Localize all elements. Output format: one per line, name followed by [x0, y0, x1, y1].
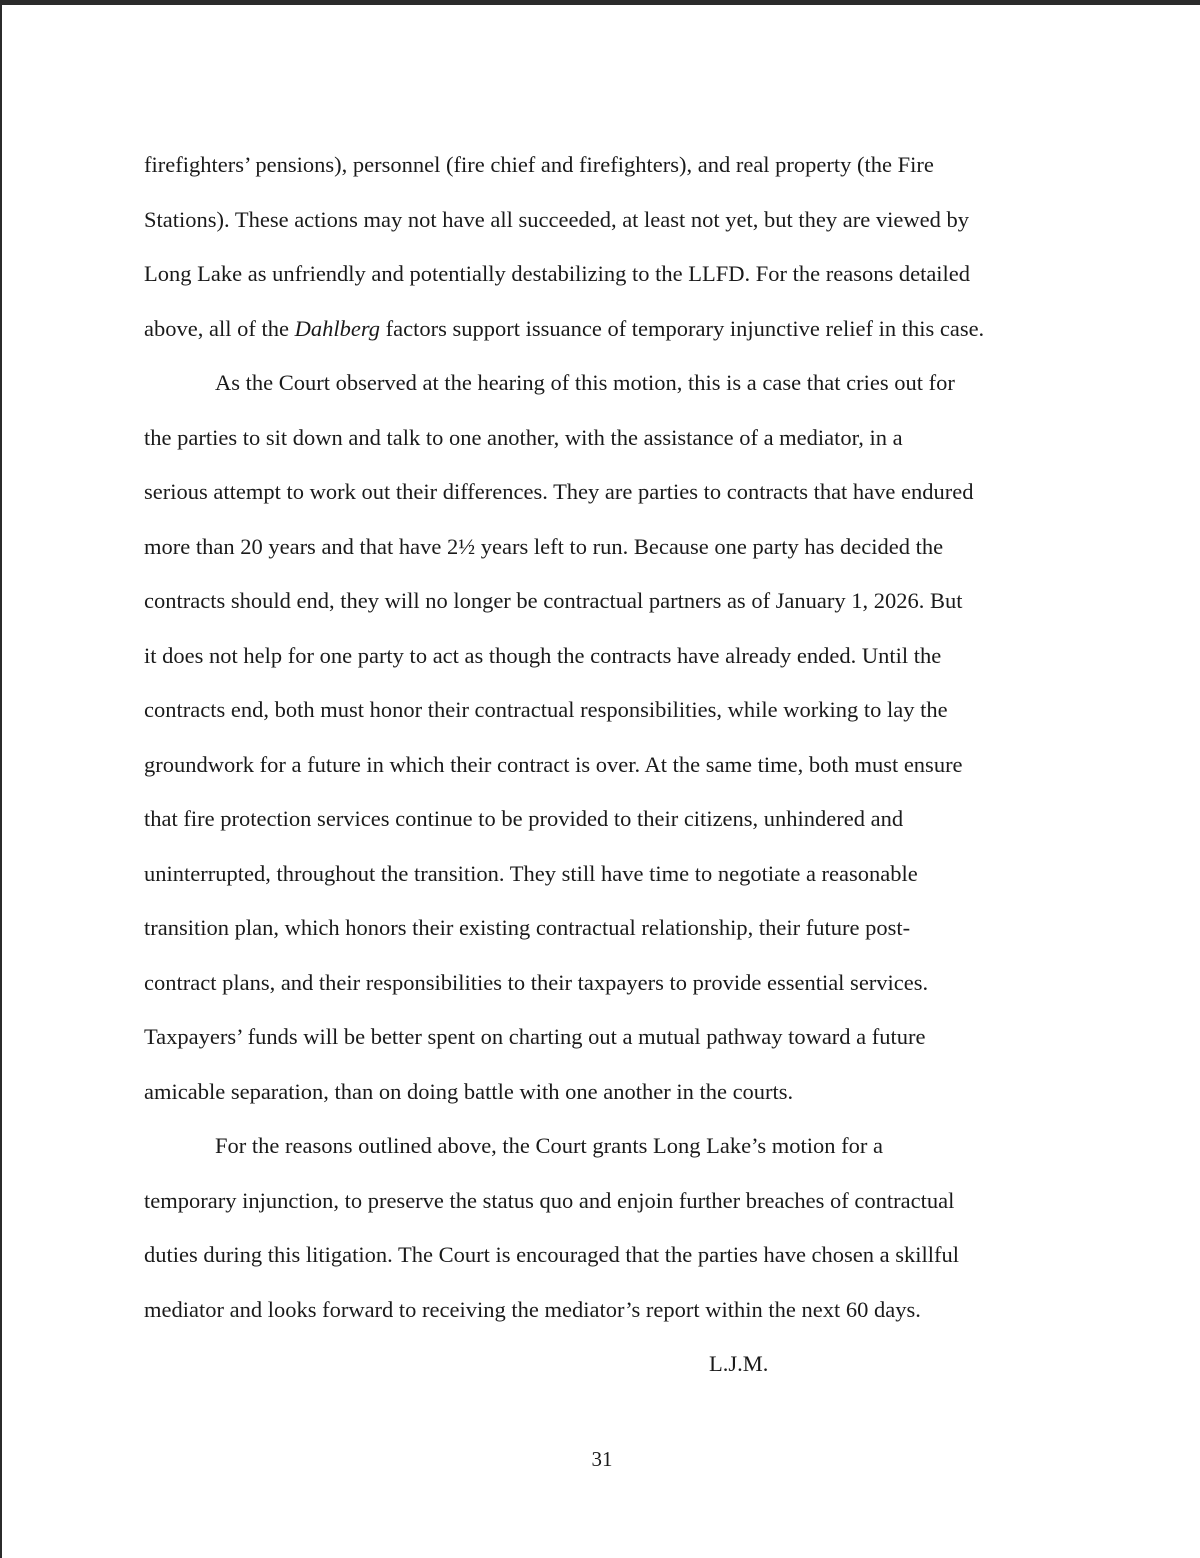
text-segment: contracts should end, they will no longer be contractual partners as of January 1, 2026. But: [144, 588, 963, 613]
text-line: [144, 629, 1069, 684]
text-segment: Taxpayers’ funds will be better spent on charting out a mutual pathway toward a future: [144, 1024, 926, 1049]
text-segment: groundwork for a future in which their contract is over. At the same time, both must ensure: [144, 751, 963, 777]
text-segment: uninterrupted, throughout the transition. They still have time to negotiate a reasonable: [144, 860, 918, 886]
text-line: [144, 738, 1069, 793]
text-line: [144, 847, 1069, 902]
text-segment: transition plan, which honors their existing contractual relationship, their future post-: [144, 915, 911, 940]
text-segment: As the Court observed at the hearing of this motion, this is a case that cries out for: [215, 370, 955, 395]
paragraph: [144, 138, 1069, 356]
text-line: [144, 520, 1069, 575]
paragraph: [144, 356, 1069, 1119]
page-number: 31: [591, 1447, 613, 1471]
text-line: [144, 683, 1069, 738]
text-line: [144, 1174, 1069, 1229]
text-line: [144, 956, 1069, 1011]
text-line: [144, 1228, 1069, 1283]
text-line: [144, 247, 1069, 302]
text-segment: Long Lake as unfriendly and potentially destabilizing to the LLFD. For the reasons detailed: [144, 261, 971, 286]
text-segment: the parties to sit down and talk to one another, with the assistance of a mediator, in a: [144, 424, 903, 450]
text-line: [144, 138, 1069, 193]
text-segment: mediator and looks forward to receiving the mediator’s report within the next 60 days.: [144, 1296, 921, 1322]
text-segment: For the reasons outlined above, the Court grants Long Lake’s motion for a: [215, 1133, 883, 1158]
text-segment: serious attempt to work out their differences. They are parties to contracts that have endured: [144, 479, 974, 504]
case-name-italic: Dahlberg: [294, 315, 380, 341]
text-segment: it does not help for one party to act as though the contracts have already ended. Until the: [144, 642, 942, 668]
author-initials: L.J.M.: [709, 1351, 769, 1376]
text-line: [144, 1283, 1069, 1338]
text-segment: temporary injunction, to preserve the status quo and enjoin further breaches of contractual: [144, 1187, 955, 1213]
text-segment: duties during this litigation. The Court is encouraged that the parties have chosen a skillful: [144, 1242, 960, 1267]
text-line: [144, 465, 1069, 520]
text-line: [144, 792, 1069, 847]
text-line: [144, 356, 1069, 411]
text-segment: Stations). These actions may not have all succeeded, at least not yet, but they are viewed by: [144, 206, 969, 232]
text-segment: contract plans, and their responsibilities to their taxpayers to provide essential services.: [144, 969, 929, 995]
text-segment: that fire protection services continue to be provided to their citizens, unhindered and: [144, 806, 904, 831]
text-segment: firefighters’ pensions), personnel (fire chief and firefighters), and real property (the Fire: [144, 152, 934, 177]
text-line: [144, 302, 1069, 357]
text-segment: factors support issuance of temporary injunctive relief in this case.: [380, 315, 985, 341]
text-line: [144, 574, 1069, 629]
text-segment: contracts end, both must honor their contractual responsibilities, while working to lay the: [144, 697, 948, 722]
text-line: [144, 411, 1069, 466]
text-line: [144, 1119, 1069, 1174]
text-line: [144, 193, 1069, 248]
body-text: [144, 138, 1069, 1337]
text-segment: more than 20 years and that have 2½ years left to run. Because one party has decided the: [144, 533, 944, 559]
text-segment: amicable separation, than on doing battle with one another in the courts.: [144, 1078, 794, 1104]
text-line: [144, 1065, 1069, 1120]
paragraph: [144, 1119, 1069, 1337]
text-segment: above, all of the: [144, 315, 295, 341]
text-line: [144, 901, 1069, 956]
text-line: [144, 1010, 1069, 1065]
